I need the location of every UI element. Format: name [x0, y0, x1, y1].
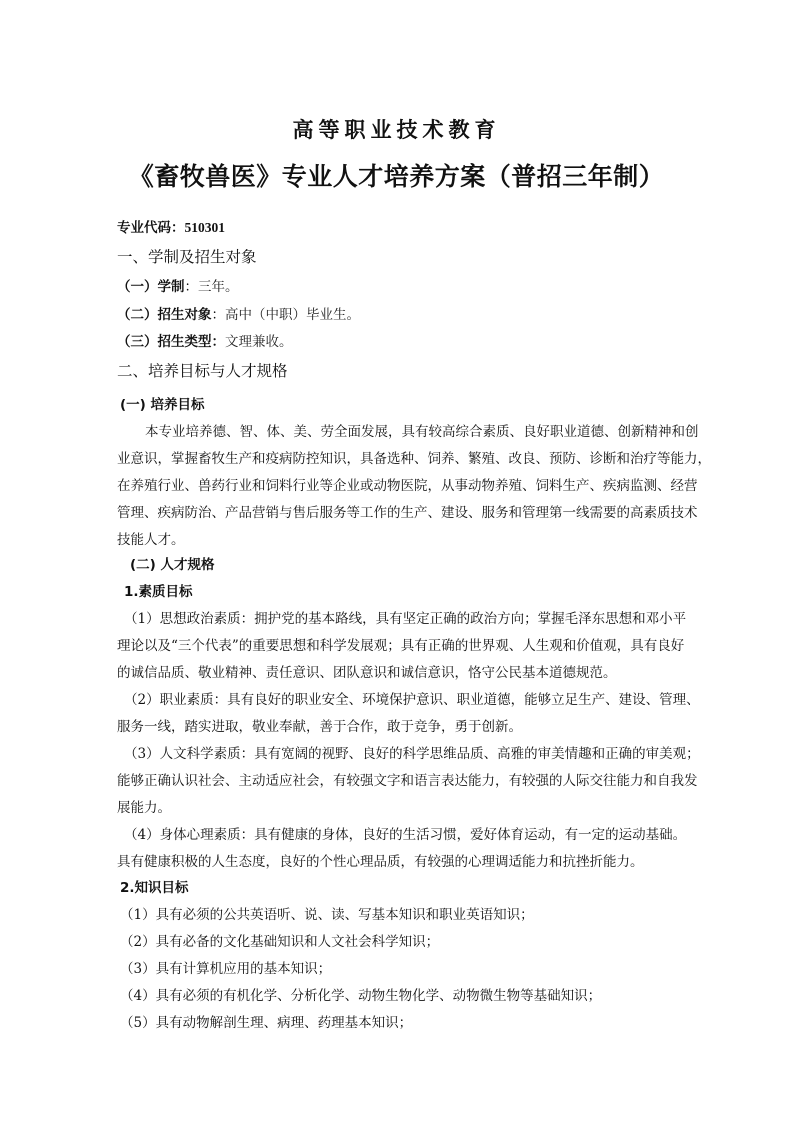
sub1-line: 管理、疾病防治、产品营销与售后服务等工作的生产、建设、服务和管理第一线需要的高素质技术 [117, 505, 698, 521]
quality-line: 服务一线，踏实进取，敬业奉献，善于合作，敢于竞争，勇于创新。 [117, 719, 522, 735]
section1-item-target: （二）招生对象：高中（中职）毕业生。 [117, 307, 360, 323]
quality-line: 能够正确认识社会、主动适应社会，有较强文字和语言表达能力，有较强的人际交往能力和自我发 [117, 773, 698, 789]
knowledge-line: （3）具有计算机应用的基本知识； [120, 961, 332, 977]
section1-item-type: （三）招生类型：文理兼收。 [117, 334, 293, 350]
sub1-line: 本专业培养德、智、体、美、劳全面发展，具有较高综合素质、良好职业道德、创新精神和创 [145, 424, 699, 440]
quality-line: （2）职业素质：具有良好的职业安全、环境保护意识、职业道德，能够立足生产、建设、管理、 [124, 692, 700, 708]
section1-heading: 一、学制及招生对象 [117, 248, 257, 266]
quality-line: 的诚信品质、敬业精神、责任意识、团队意识和诚信意识，恪守公民基本道德规范。 [117, 665, 617, 681]
knowledge-heading: 2.知识目标 [120, 880, 189, 896]
major-code-value: 510301 [184, 220, 225, 235]
quality-heading: 1.素质目标 [124, 584, 193, 600]
sub1-line: 业意识，掌握畜牧生产和疫病防控知识，具备选种、饲养、繁殖、改良、预防、诊断和治疗等能力， [117, 451, 711, 467]
quality-line: （4）身体心理素质：具有健康的身体，良好的生活习惯，爱好体育运动，有一定的运动基础。 [124, 827, 687, 843]
quality-line: （3）人文科学素质：具有宽阔的视野、良好的科学思维品质、高雅的审美情趣和正确的审美观； [124, 746, 700, 762]
quality-line: （1）思想政治素质：拥护党的基本路线，具有坚定正确的政治方向；掌握毛泽东思想和邓小平 [124, 611, 687, 627]
sub1-line: 在养殖行业、兽药行业和饲料行业等企业或动物医院，从事动物养殖、饲料生产、疾病监测、经营 [117, 478, 698, 494]
sub1-heading: (一) 培养目标 [120, 397, 205, 413]
quality-line: 展能力。 [117, 800, 171, 816]
knowledge-line: （5）具有动物解剖生理、病理、药理基本知识； [120, 1015, 413, 1031]
section2-heading: 二、培养目标与人才规格 [117, 362, 288, 380]
knowledge-line: （2）具有必备的文化基础知识和人文社会科学知识； [120, 934, 440, 950]
major-code [117, 219, 702, 237]
document-title-line1: 高等职业技术教育 [292, 118, 501, 142]
section1-item-duration: （一）学制：三年。 [117, 279, 239, 295]
knowledge-line: （4）具有必须的有机化学、分析化学、动物生物化学、动物微生物等基础知识； [120, 988, 602, 1004]
sub1-line: 技能人才。 [117, 532, 185, 548]
sub2-heading: (二) 人才规格 [130, 557, 215, 573]
knowledge-line: （1）具有必须的公共英语听、说、读、写基本知识和职业英语知识； [120, 907, 534, 923]
major-code-label: 专业代码： [117, 220, 185, 236]
quality-line: 理论以及“三个代表”的重要思想和科学发展观；具有正确的世界观、人生观和价值观，具有良好 [117, 638, 685, 654]
document-title-line2: 《畜牧兽医》专业人才培养方案（普招三年制） [128, 162, 665, 191]
quality-line: 具有健康积极的人生态度，良好的个性心理品质，有较强的心理调适能力和抗挫折能力。 [117, 854, 644, 870]
